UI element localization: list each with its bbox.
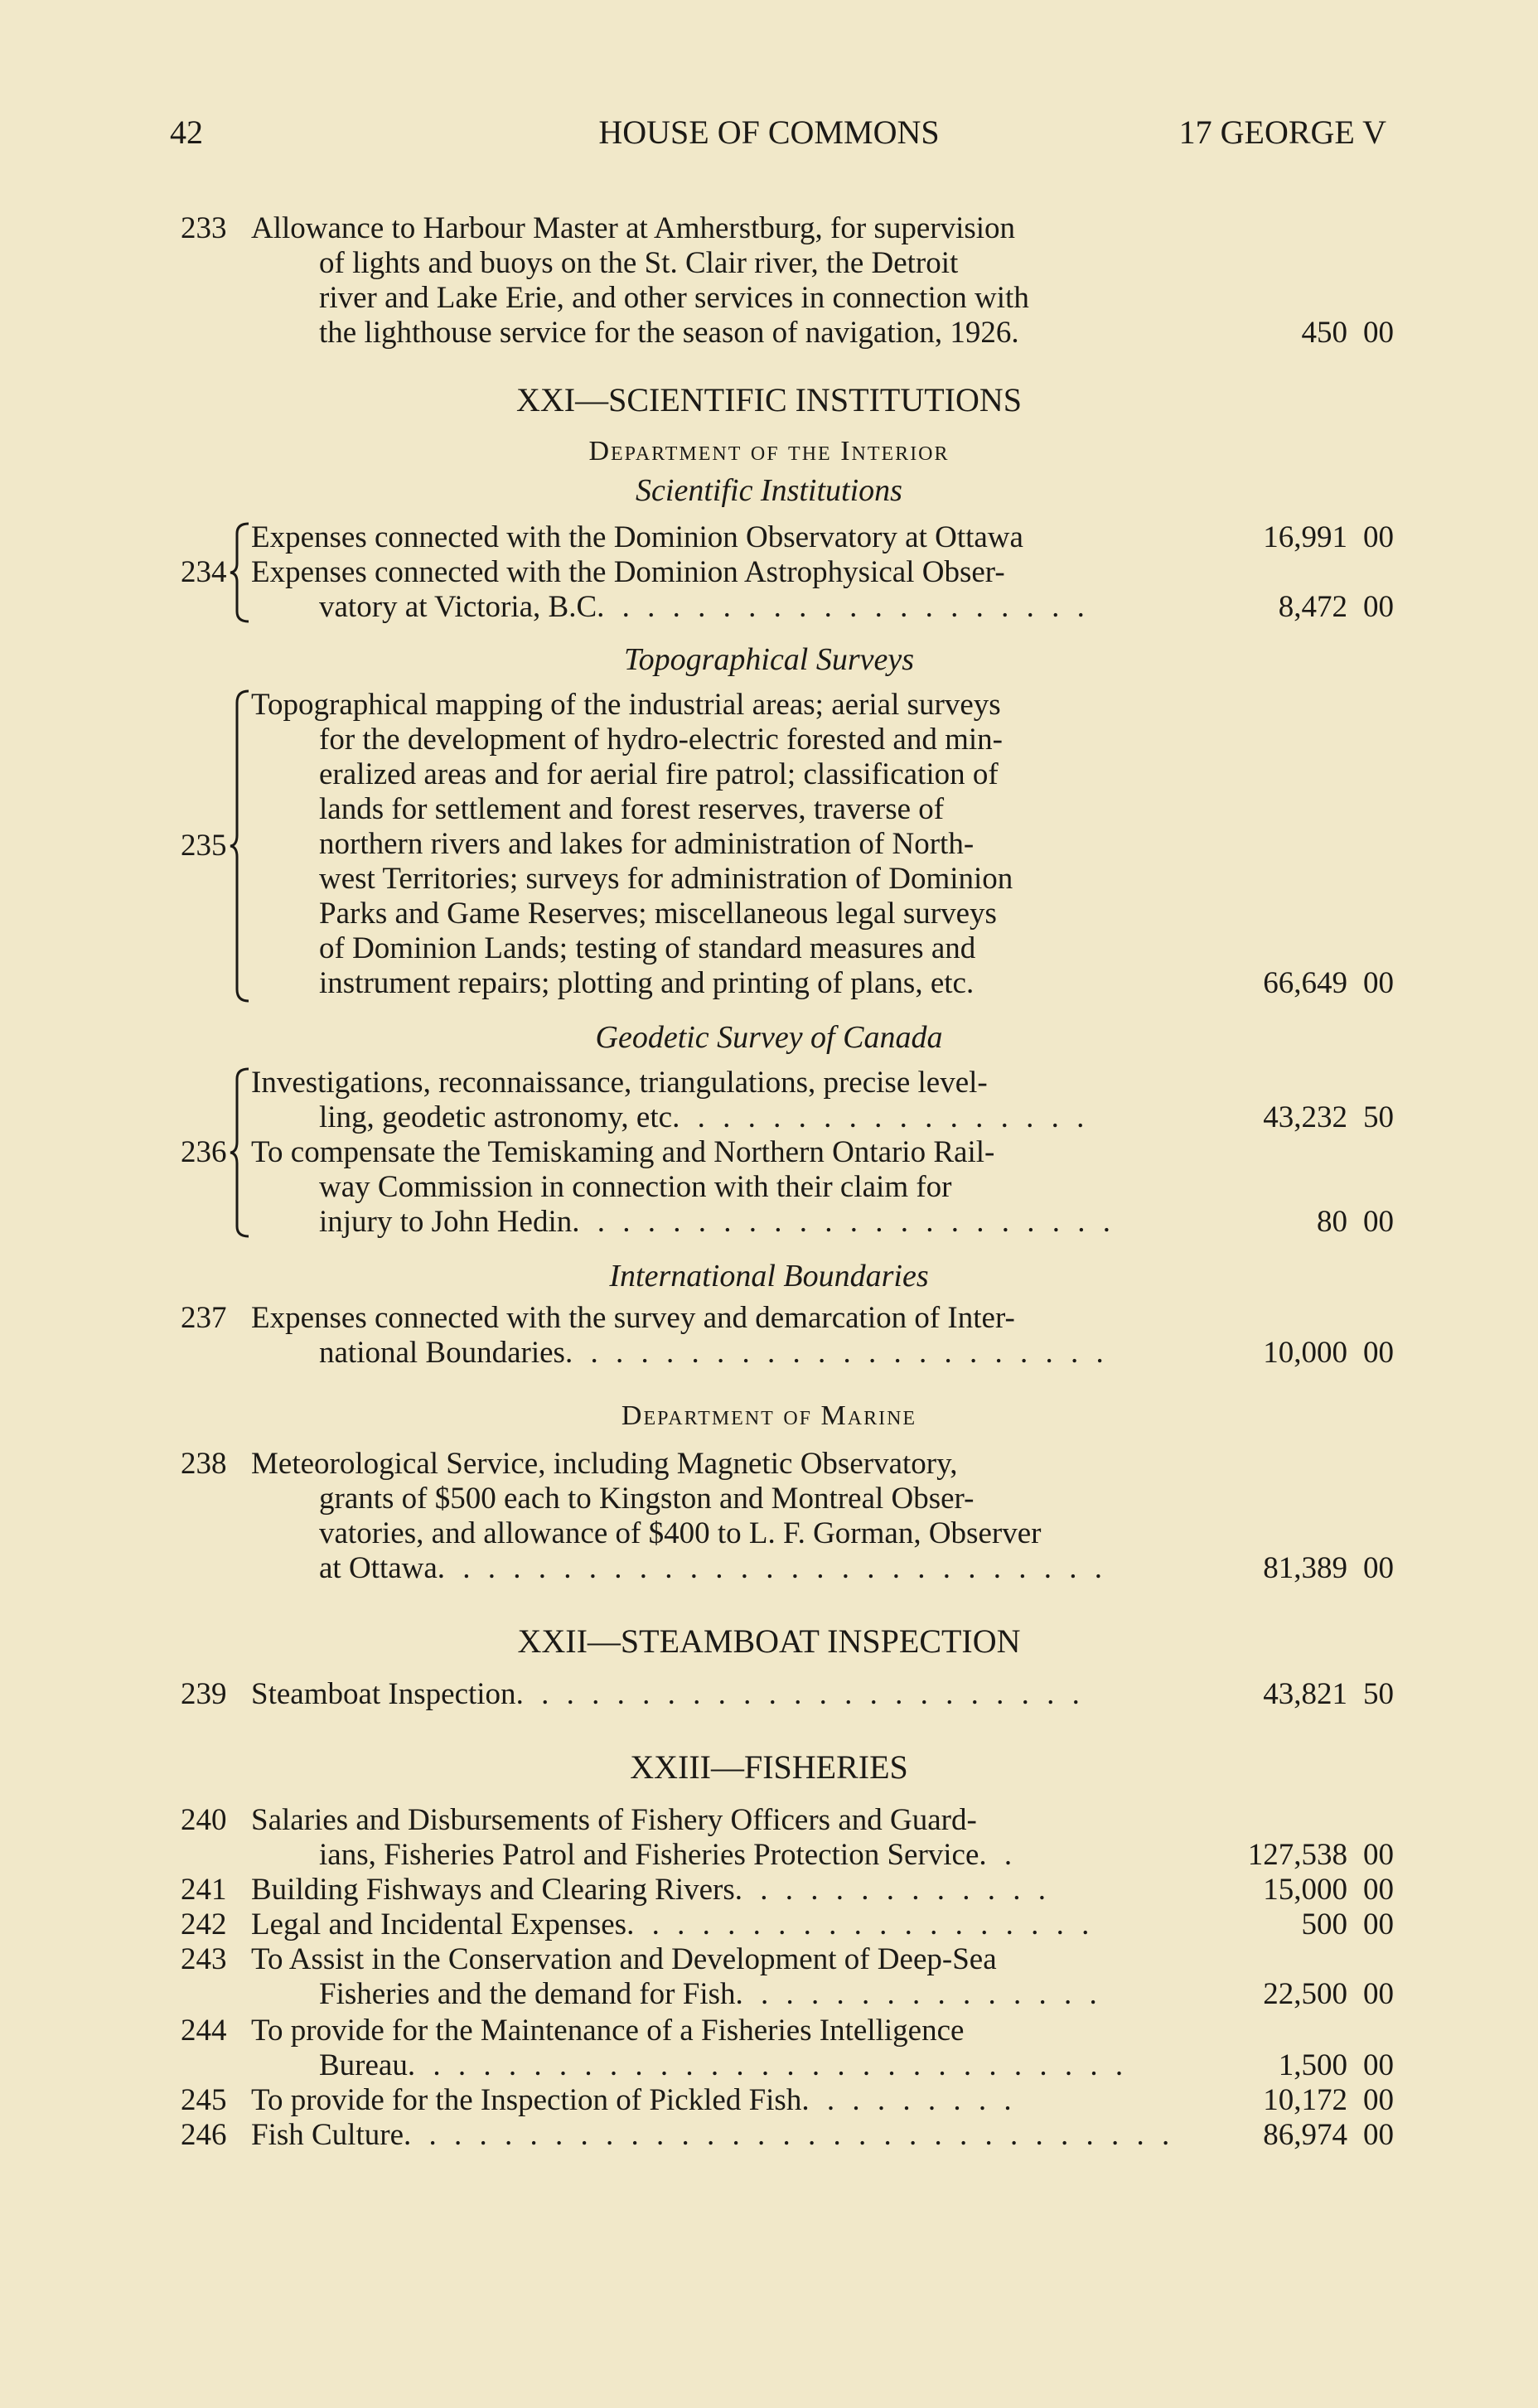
item-amount [1263, 2118, 1394, 2153]
amount-dollars: 10,172 [1263, 2083, 1347, 2117]
item-text-line: Parks and Game Reserves; miscellaneous legal surveys [319, 897, 997, 931]
amount-cents: 00 [1363, 2118, 1394, 2152]
item-amount [1263, 1677, 1394, 1712]
item-number: 245 [181, 2083, 227, 2117]
amount-dollars: 81,389 [1263, 1551, 1347, 1585]
amount-dollars: 8,472 [1278, 590, 1347, 624]
amount-dollars: 10,000 [1263, 1336, 1347, 1370]
item-number: 237 [181, 1301, 227, 1335]
amount-dollars: 43,821 [1263, 1677, 1347, 1711]
bracket-brace [229, 1066, 252, 1240]
item-text-line: Bureau. . . . . . . . . . . . . . . . . . . . . . . . . . . . . [319, 2048, 1129, 2082]
item-number: 233 [181, 211, 227, 245]
item-number: 234 [181, 555, 227, 589]
amount-dollars: 66,649 [1263, 966, 1347, 1000]
item-amount [1302, 316, 1395, 351]
department-heading: Department of Marine [621, 1400, 917, 1431]
regnal-year: 17 GEORGE V [1178, 114, 1386, 151]
amount-cents: 50 [1363, 1100, 1394, 1134]
item-text-line: Fisheries and the demand for Fish. . . . . . . . . . . . . . . [319, 1977, 1102, 2011]
item-text-line: at Ottawa. . . . . . . . . . . . . . . . . . . . . . . . . . . [319, 1551, 1108, 1585]
item-text-line: Steamboat Inspection. . . . . . . . . . . . . . . . . . . . . . . [251, 1677, 1085, 1711]
bracket-brace [229, 688, 252, 1004]
amount-dollars: 500 [1301, 1908, 1347, 1941]
amount-dollars: 1,500 [1278, 2048, 1347, 2082]
amount-cents: 00 [1363, 966, 1394, 1000]
section-heading: XXII—STEAMBOAT INSPECTION [517, 1622, 1021, 1660]
item-text-line: Fish Culture. . . . . . . . . . . . . . . . . . . . . . . . . . . . . . . [251, 2118, 1175, 2152]
item-text-line: ians, Fisheries Patrol and Fisheries Protection Service. . [319, 1838, 1018, 1872]
section-heading: XXIII—FISHERIES [630, 1748, 908, 1786]
item-text-line: vatories, and allowance of $400 to L. F. Gorman, Observer [319, 1516, 1042, 1550]
amount-dollars: 450 [1301, 316, 1347, 350]
item-number: 246 [181, 2118, 227, 2152]
item-amount [1263, 1336, 1394, 1371]
item-text-line: Legal and Incidental Expenses. . . . . . . . . . . . . . . . . . . [251, 1908, 1095, 1941]
item-amount [1263, 1977, 1394, 2012]
department-heading: Department of the Interior [588, 436, 950, 467]
amount-dollars: 80 [1317, 1205, 1347, 1239]
item-text-line: Salaries and Disbursements of Fishery Officers and Guard- [251, 1803, 977, 1837]
item-text-line: of lights and buoys on the St. Clair river, the Detroit [319, 246, 959, 280]
amount-cents: 00 [1363, 1873, 1394, 1907]
amount-dollars: 43,232 [1263, 1100, 1347, 1134]
amount-cents: 00 [1363, 590, 1394, 624]
page-title: HOUSE OF COMMONS [598, 114, 940, 151]
item-amount [1263, 1100, 1394, 1135]
running-header [0, 113, 1538, 162]
item-amount [1248, 1838, 1394, 1873]
item-text-line: grants of $500 each to Kingston and Montreal Obser- [319, 1482, 975, 1516]
amount-cents: 00 [1363, 1977, 1394, 2011]
item-amount [1279, 2048, 1394, 2083]
amount-cents: 00 [1363, 2083, 1394, 2117]
item-text-line: Topographical mapping of the industrial areas; aerial surveys [251, 688, 1001, 722]
subsection-heading: Geodetic Survey of Canada [595, 1020, 943, 1055]
item-text-line: Expenses connected with the survey and demarcation of Inter- [251, 1301, 1015, 1335]
item-number: 242 [181, 1908, 227, 1941]
item-text-line: Investigations, reconnaissance, triangulations, precise level- [251, 1066, 988, 1100]
item-text-line: Expenses connected with the Dominion Astrophysical Obser- [251, 555, 1005, 589]
page-number: 42 [170, 114, 203, 151]
item-text-line: instrument repairs; plotting and printing of plans, etc. [319, 966, 975, 1000]
item-amount [1263, 1873, 1394, 1908]
amount-cents: 00 [1363, 1551, 1394, 1585]
amount-cents: 00 [1363, 1336, 1394, 1370]
item-text-line: lands for settlement and forest reserves, traverse of [319, 792, 945, 826]
item-text-line: for the development of hydro-electric forested and min- [319, 723, 1003, 757]
section-heading: XXI—SCIENTIFIC INSTITUTIONS [516, 381, 1022, 418]
item-number: 241 [181, 1873, 227, 1907]
item-text-line: To provide for the Inspection of Pickled Fish. . . . . . . . . [251, 2083, 1017, 2117]
amount-cents: 00 [1363, 1205, 1394, 1239]
bracket-brace [229, 520, 252, 625]
item-text-line: Allowance to Harbour Master at Amherstburg, for supervision [251, 211, 1016, 245]
item-amount [1317, 1205, 1394, 1240]
item-number: 238 [181, 1447, 227, 1481]
item-text-line: of Dominion Lands; testing of standard measures and [319, 931, 976, 965]
item-number: 235 [181, 829, 227, 863]
item-number: 244 [181, 2014, 227, 2048]
item-text-line: Expenses connected with the Dominion Observatory at Ottawa [251, 520, 1023, 554]
item-amount [1279, 590, 1394, 625]
amount-dollars: 86,974 [1263, 2118, 1347, 2152]
item-text-line: Meteorological Service, including Magnetic Observatory, [251, 1447, 958, 1481]
item-text-line: river and Lake Erie, and other services in connection with [319, 281, 1029, 315]
amount-cents: 50 [1363, 1677, 1394, 1711]
amount-cents: 00 [1363, 2048, 1394, 2082]
item-text-line: west Territories; surveys for administration of Dominion [319, 862, 1013, 896]
item-text-line: eralized areas and for aerial fire patrol; classification of [319, 757, 999, 791]
item-text-line: national Boundaries. . . . . . . . . . . . . . . . . . . . . . [319, 1336, 1109, 1370]
item-text-line: ling, geodetic astronomy, etc. . . . . . . . . . . . . . . . . [319, 1100, 1090, 1134]
amount-dollars: 16,991 [1263, 520, 1347, 554]
item-text-line: To Assist in the Conservation and Development of Deep-Sea [251, 1942, 997, 1976]
amount-dollars: 127,538 [1247, 1838, 1347, 1872]
item-number: 243 [181, 1942, 227, 1976]
item-text-line: To provide for the Maintenance of a Fisheries Intelligence [251, 2014, 965, 2048]
item-text-line: northern rivers and lakes for administration of North- [319, 827, 975, 861]
item-number: 236 [181, 1135, 227, 1169]
amount-cents: 00 [1363, 316, 1394, 350]
item-text-line: To compensate the Temiskaming and Northern Ontario Rail- [251, 1135, 995, 1169]
item-amount [1263, 2083, 1394, 2118]
item-amount [1263, 520, 1394, 555]
amount-dollars: 15,000 [1263, 1873, 1347, 1907]
item-text-line: injury to John Hedin. . . . . . . . . . . . . . . . . . . . . . [319, 1205, 1115, 1239]
item-text-line: way Commission in connection with their claim for [319, 1170, 952, 1204]
item-amount [1263, 966, 1394, 1001]
item-text-line: vatory at Victoria, B.C. . . . . . . . . . . . . . . . . . . . [319, 590, 1090, 624]
amount-dollars: 22,500 [1263, 1977, 1347, 2011]
subsection-heading: Topographical Surveys [623, 642, 915, 677]
amount-cents: 00 [1363, 1838, 1394, 1872]
subsection-heading: International Boundaries [609, 1259, 929, 1293]
item-text-line: Building Fishways and Clearing Rivers. . . . . . . . . . . . . [251, 1873, 1051, 1907]
item-amount [1263, 1551, 1394, 1586]
amount-cents: 00 [1363, 1908, 1394, 1941]
item-number: 240 [181, 1803, 227, 1837]
item-amount [1302, 1908, 1395, 1942]
subsection-heading: Scientific Institutions [636, 473, 902, 508]
item-number: 239 [181, 1677, 227, 1711]
item-text-line: the lighthouse service for the season of navigation, 1926. [319, 316, 1019, 350]
amount-cents: 00 [1363, 520, 1394, 554]
